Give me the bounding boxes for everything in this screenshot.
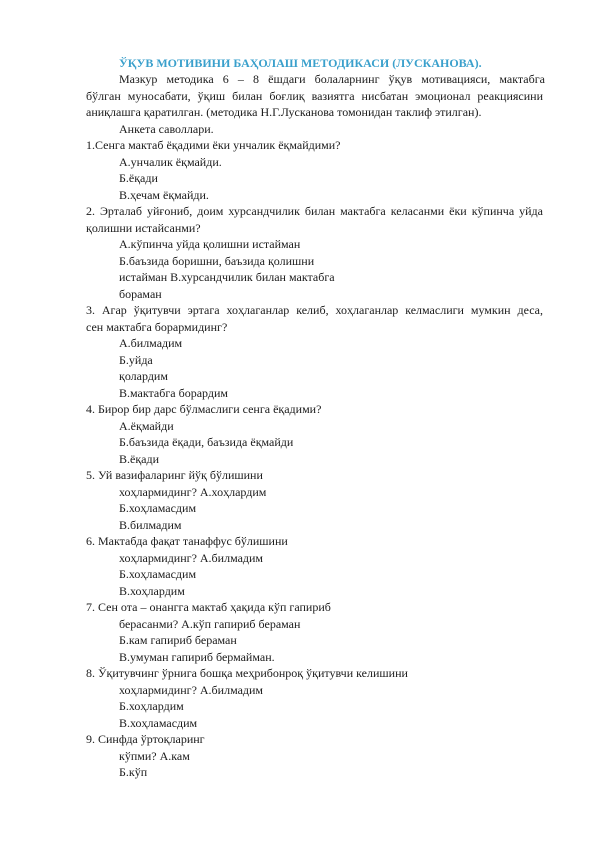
answer-2b-line-2: истайман В.хурсандчилик билан мактабга — [119, 270, 335, 284]
answer-4c: В.ёқади — [119, 452, 160, 466]
answer-5a: хоҳлармидинг? А.хоҳлардим — [119, 485, 267, 499]
answer-8a: хоҳлармидинг? А.билмадим — [119, 683, 264, 697]
answer-9a: кўпми? А.кам — [119, 749, 190, 763]
answer-1c: В.ҳечам ёқмайди. — [119, 188, 209, 202]
answer-3c: В.мактабга борардим — [119, 386, 228, 400]
answer-8b: Б.хоҳлардим — [119, 699, 184, 713]
answer-4a: А.ёқмайди — [119, 419, 174, 433]
answer-8c: В.хоҳламасдим — [119, 716, 198, 730]
question-4: 4. Бирор бир дарс бўлмаслиги сенга ёқадими? — [86, 402, 322, 416]
answer-1a: А.унчалик ёқмайди. — [119, 155, 222, 169]
answer-4b: Б.баъзида ёқади, баъзида ёқмайди — [119, 435, 294, 449]
intro-line-1: Мазкур методика 6 – 8 ёшдаги болаларнинг ўқув мотивацияси, мактабга — [119, 72, 545, 86]
answer-3a: А.билмадим — [119, 336, 183, 350]
survey-heading: Анкета саволлари. — [119, 122, 214, 136]
question-2-line-2: қолишни истайсанми? — [86, 221, 201, 235]
intro-line-3: аниқлашга қаратилган. (методика Н.Г.Лусканова томонидан таклиф этилган). — [86, 105, 482, 119]
question-7: 7. Сен ота – онангга мактаб ҳақида кўп гапириб — [86, 600, 331, 614]
question-2-line-1: 2. Эрталаб уйғониб, доим хурсандчилик билан мактабга келасанми ёки кўпинча уйда — [86, 204, 543, 218]
answer-6a: хоҳлармидинг? А.билмадим — [119, 551, 264, 565]
answer-7c: В.умуман гапириб бермайман. — [119, 650, 275, 664]
question-6: 6. Мактабда фақат танаффус бўлишини — [86, 534, 288, 548]
answer-6b: Б.хоҳламасдим — [119, 567, 197, 581]
question-9: 9. Синфда ўртоқларинг — [86, 732, 205, 746]
question-5: 5. Уй вазифаларинг йўқ бўлишини — [86, 468, 263, 482]
answer-3b-line-2: қолардим — [119, 369, 168, 383]
answer-1b: Б.ёқади — [119, 171, 158, 185]
question-1: 1.Сенга мактаб ёқадими ёки унчалик ёқмайдими? — [86, 138, 341, 152]
answer-6c: В.хоҳлардим — [119, 584, 185, 598]
intro-line-2: бўлган муносабати, ўқиш билан боғлиқ вазиятга нисбатан эмоционал реакциясини — [86, 89, 543, 103]
answer-2b-line-1: Б.баъзида боришни, баъзида қолишни — [119, 254, 315, 268]
answer-5b: Б.хоҳламасдим — [119, 501, 197, 515]
answer-9b: Б.кўп — [119, 765, 148, 779]
answer-3b-line-1: Б.уйда — [119, 353, 153, 367]
answer-7b: Б.кам гапириб бераман — [119, 633, 237, 647]
question-8: 8. Ўқитувчинг ўрнига бошқа меҳрибонроқ ўқитувчи келишини — [86, 666, 408, 680]
answer-2b-line-3: бораман — [119, 287, 162, 301]
answer-2a: А.кўпинча уйда қолишни истайман — [119, 237, 301, 251]
question-3-line-1: 3. Агар ўқитувчи эртага хоҳлаганлар келиб, хоҳлаганлар келмаслиги мумкин деса, — [86, 303, 543, 317]
question-3-line-2: сен мактабга борармидинг? — [86, 320, 228, 334]
answer-5c: В.билмадим — [119, 518, 182, 532]
document-title: ЎҚУВ МОТИВИНИ БАҲОЛАШ МЕТОДИКАСИ (ЛУСКАНОВА). — [119, 56, 482, 70]
answer-7a: берасанми? А.кўп гапириб бераман — [119, 617, 301, 631]
